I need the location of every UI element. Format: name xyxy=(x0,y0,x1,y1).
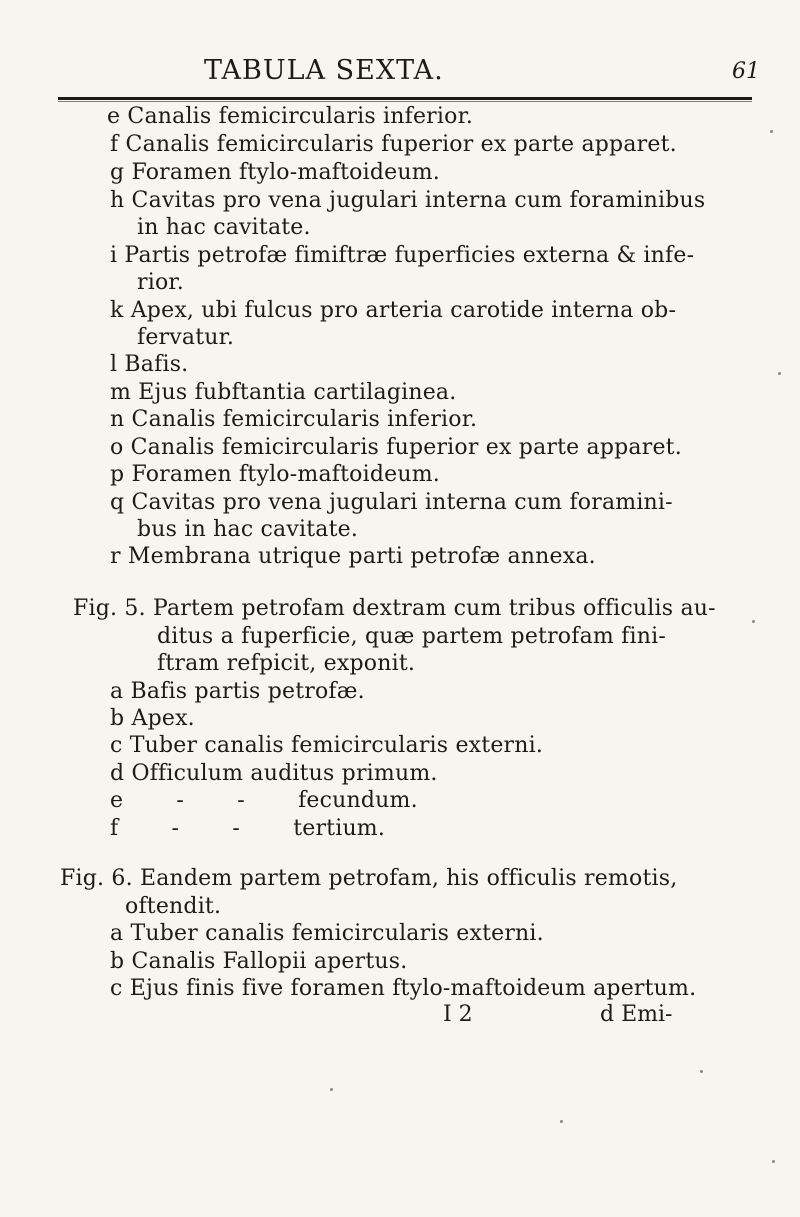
legend-item-q: q Cavitas pro vena jugulari interna cum foramini- xyxy=(110,490,673,515)
figure-5-item-b: b Apex. xyxy=(110,706,195,731)
page-number: 61 xyxy=(732,59,760,84)
figure-6-heading: Fig. 6. Eandem partem petrofam, his officulis remotis, xyxy=(60,866,678,891)
legend-item-k: k Apex, ubi fulcus pro arteria carotide interna ob- xyxy=(110,298,677,323)
legend-item-r: r Membrana utrique parti petrofæ annexa. xyxy=(110,544,596,569)
catchword: d Emi- xyxy=(600,1002,673,1027)
legend-item-e: e Canalis femicircularis inferior. xyxy=(107,104,474,129)
speck xyxy=(752,620,755,623)
speck xyxy=(772,1160,775,1163)
legend-item-m: m Ejus fubftantia cartilaginea. xyxy=(110,380,457,405)
speck xyxy=(700,1070,703,1073)
figure-6-heading-cont: oftendit. xyxy=(125,894,222,919)
legend-item-k-cont: fervatur. xyxy=(137,325,235,350)
figure-5-heading-cont-2: ftram refpicit, exponit. xyxy=(157,651,416,676)
legend-item-h-cont: in hac cavitate. xyxy=(137,215,311,240)
legend-item-o: o Canalis femicircularis fuperior ex parte apparet. xyxy=(110,435,682,460)
legend-item-f: f Canalis femicircularis fuperior ex parte apparet. xyxy=(110,132,677,157)
figure-5-item-f: f - - tertium. xyxy=(110,816,386,841)
legend-item-i: i Partis petrofæ fimiftræ fuperficies externa & infe- xyxy=(110,243,695,268)
running-title: TABULA SEXTA. xyxy=(204,55,444,86)
figure-5-heading-cont-1: ditus a fuperficie, quæ partem petrofam fini- xyxy=(157,624,666,649)
legend-item-g: g Foramen ftylo-maftoideum. xyxy=(110,160,440,185)
speck xyxy=(778,372,781,375)
speck xyxy=(770,130,773,133)
figure-5-item-e: e - - fecundum. xyxy=(110,788,418,813)
figure-5-item-d: d Officulum auditus primum. xyxy=(110,761,438,786)
legend-item-q-cont: bus in hac cavitate. xyxy=(137,517,359,542)
speck xyxy=(330,1088,333,1091)
legend-item-h: h Cavitas pro vena jugulari interna cum foraminibus xyxy=(110,188,706,213)
figure-5-heading: Fig. 5. Partem petrofam dextram cum tribus officulis au- xyxy=(73,596,716,621)
header-rule-thin xyxy=(58,101,752,102)
speck xyxy=(560,1120,563,1123)
legend-item-l: l Bafis. xyxy=(110,352,189,377)
legend-item-n: n Canalis femicircularis inferior. xyxy=(110,407,478,432)
figure-6-item-b: b Canalis Fallopii apertus. xyxy=(110,949,408,974)
legend-item-i-cont: rior. xyxy=(137,270,184,295)
figure-6-item-a: a Tuber canalis femicircularis externi. xyxy=(110,921,544,946)
figure-6-item-c: c Ejus finis five foramen ftylo-maftoideum apertum. xyxy=(110,976,697,1001)
figure-5-item-c: c Tuber canalis femicircularis externi. xyxy=(110,733,544,758)
signature-mark: I 2 xyxy=(443,1002,473,1027)
legend-item-p: p Foramen ftylo-maftoideum. xyxy=(110,462,440,487)
figure-5-item-a: a Bafis partis petrofæ. xyxy=(110,679,365,704)
header-rule xyxy=(58,97,752,100)
page-header xyxy=(0,55,800,95)
